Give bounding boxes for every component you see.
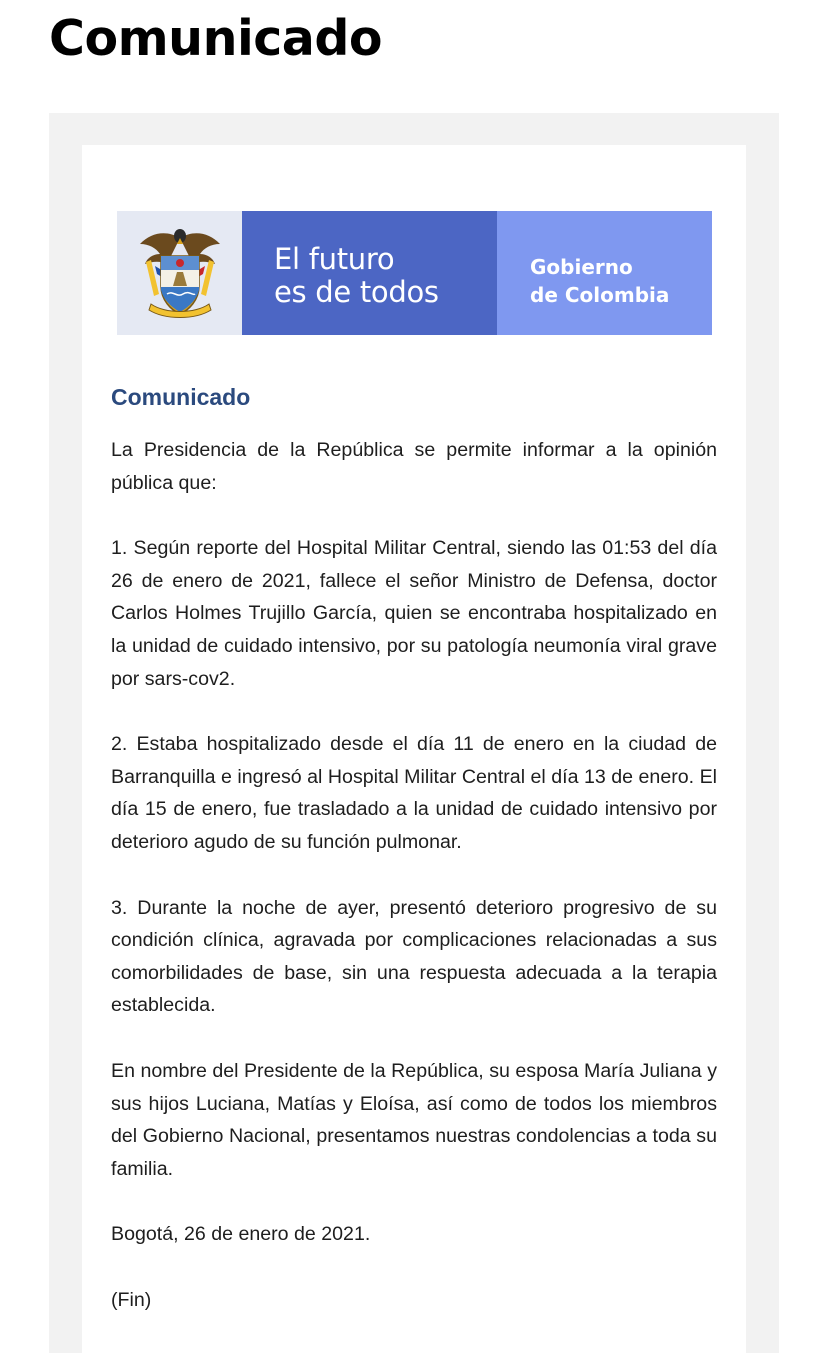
government-panel — [497, 211, 712, 335]
condolences-paragraph: En nombre del Presidente de la República, su esposa María Juliana y sus hijos Luciana, Matías y Eloísa, así como de todos los miembros del Gobierno Nacional, presentamos nuestras condolencias a toda su familia. — [111, 1059, 717, 1180]
point-2-paragraph: 2. Estaba hospitalizado desde el día 11 de enero en la ciudad de Barranquilla e ingresó al Hospital Militar Central el día 13 de enero. El día 15 de enero, fue trasladado a la unidad de cuidado intensivo por deterioro agudo de su función pulmonar. — [111, 733, 717, 853]
email-card — [82, 145, 746, 1365]
point-3-paragraph: 3. Durante la noche de ayer, presentó deterioro progresivo de su condición clínica, agravada por complicaciones relacionadas a sus comorbilidades de base, sin una respuesta adecuada a la terapia establecida. — [111, 896, 717, 1017]
crest-panel — [117, 211, 242, 335]
email-frame — [49, 113, 779, 1353]
point-1-paragraph: 1. Según reporte del Hospital Militar Central, siendo las 01:53 del día 26 de enero de 2021, fallece el señor Ministro de Defensa, doctor Carlos Holmes Trujillo García, quien se encontraba hospitalizado en la unidad de cuidado intensivo, por su patología neumonía viral grave por sars-cov2. — [111, 537, 717, 690]
end-marker: (Fin) — [111, 1288, 152, 1311]
slogan-line-1: El futuro — [274, 242, 395, 276]
notice-title: Comunicado — [111, 384, 251, 410]
government-line-1: Gobierno — [530, 255, 633, 279]
page-title: Comunicado — [49, 10, 383, 67]
slogan-line-2: es de todos — [274, 275, 439, 309]
colombia-coat-of-arms-icon — [137, 224, 223, 322]
intro-paragraph: La Presidencia de la República se permite informar a la opinión pública que: — [111, 439, 717, 494]
slogan-panel — [242, 211, 497, 335]
government-line-2: de Colombia — [530, 283, 670, 307]
date-line: Bogotá, 26 de enero de 2021. — [111, 1223, 371, 1246]
government-banner — [117, 211, 712, 335]
notice-body — [111, 381, 717, 1349]
